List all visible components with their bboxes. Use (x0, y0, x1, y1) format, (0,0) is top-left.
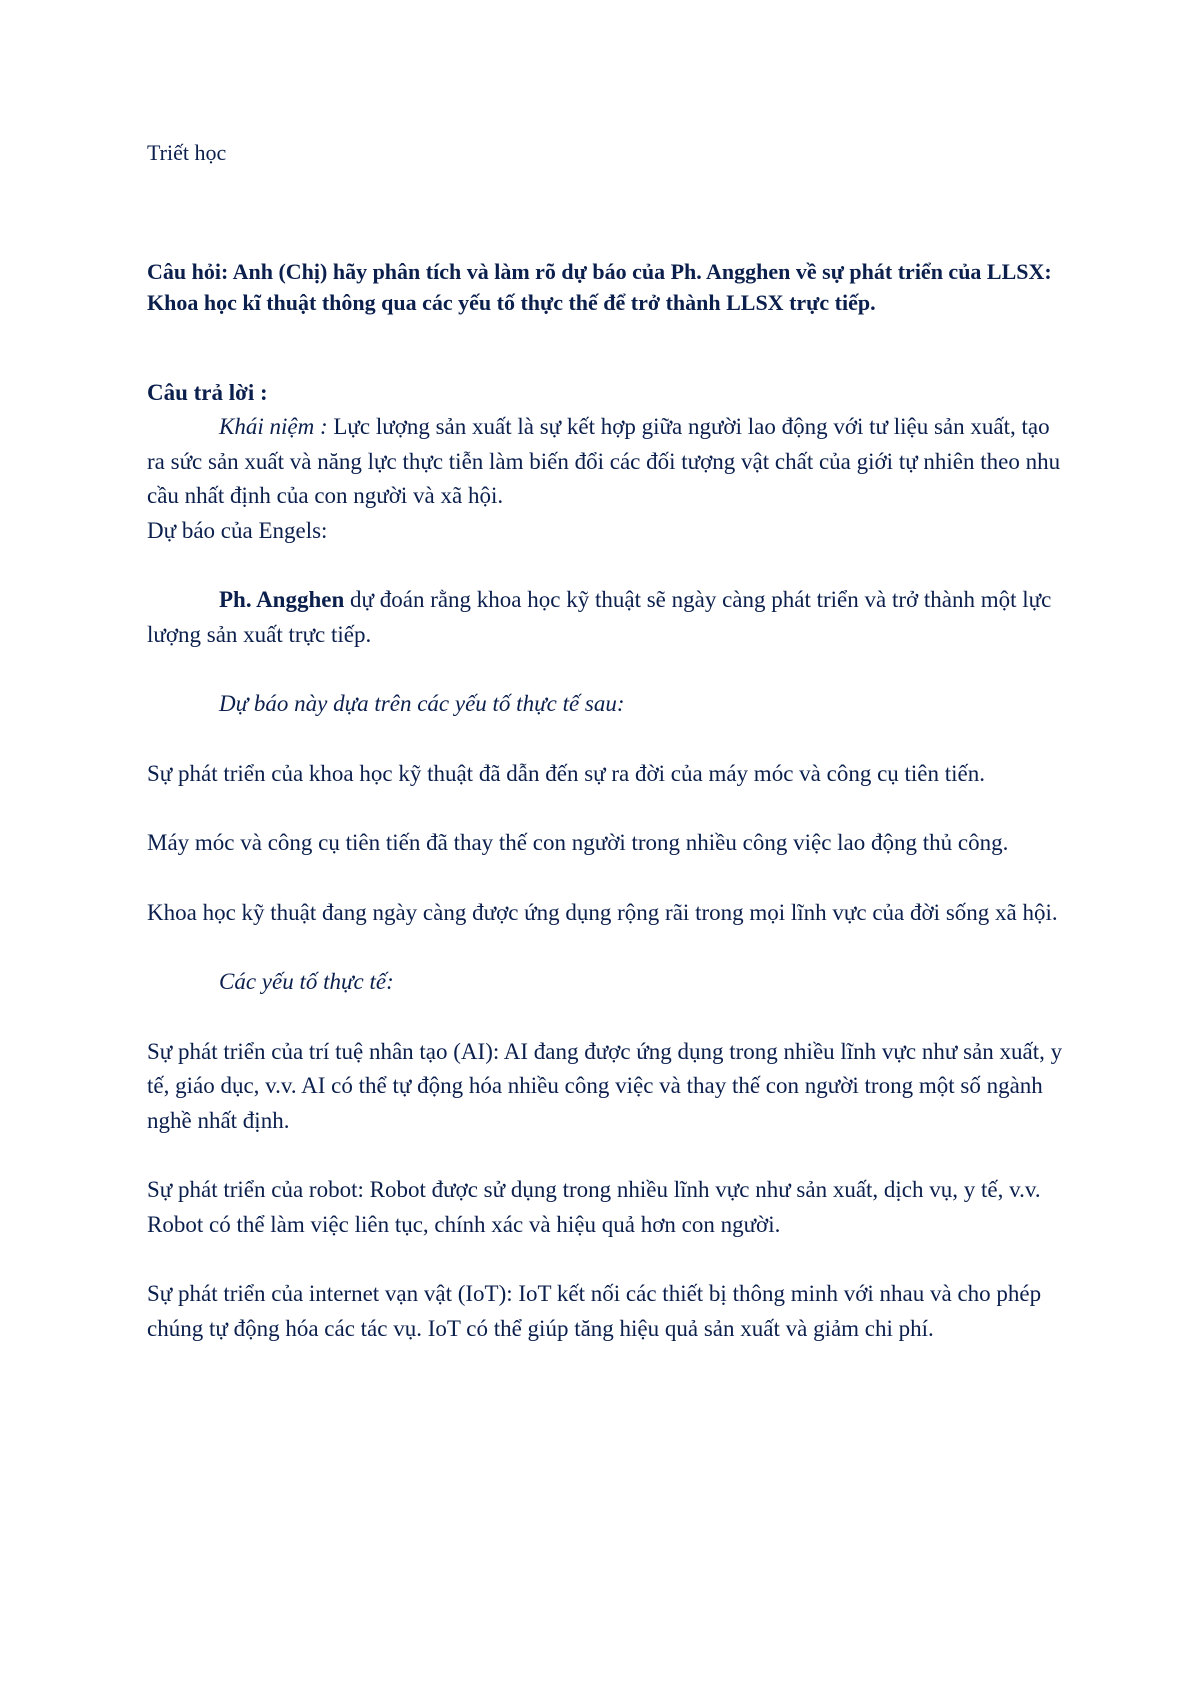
concept-label: Khái niệm : (219, 414, 328, 439)
engels-text: dự đoán rằng khoa học kỹ thuật sẽ ngày càng phát triển và trở thành một lực lượng sản xuất trực tiếp. (147, 587, 1052, 647)
answer-heading: Câu trả lời : (147, 380, 268, 405)
basis-item: Máy móc và công cụ tiên tiến đã thay thế con người trong nhiều công việc lao động thủ công. (147, 830, 1009, 855)
concept-text: Lực lượng sản xuất là sự kết hợp giữa người lao động với tư liệu sản xuất, tạo ra sức sản xuất và năng lực thực tiễn làm biến đổi các đối tượng vật chất của giới tự nhiên theo nhu cầu nhất định của con người và xã hội. (147, 414, 1061, 508)
basis-heading: Dự báo này dựa trên các yếu tố thực tế sau: (219, 691, 625, 716)
factor-item: Sự phát triển của trí tuệ nhân tạo (AI): AI đang được ứng dụng trong nhiều lĩnh vực như sản xuất, y tế, giáo dục, v.v. AI có thể tự động hóa nhiều công việc và thay thế con người trong một số ngành nghề nhất định. (147, 1038, 1063, 1133)
basis-item: Sự phát triển của khoa học kỹ thuật đã dẫn đến sự ra đời của máy móc và công cụ tiên tiến. (147, 760, 986, 786)
forecast-label: Dự báo của Engels: (147, 517, 328, 543)
basis-item: Khoa học kỹ thuật đang ngày càng được ứng dụng rộng rãi trong mọi lĩnh vực của đời sống xã hội. (147, 899, 1058, 925)
document-title: Triết học (147, 140, 227, 165)
factor-item: Sự phát triển của internet vạn vật (IoT): IoT kết nối các thiết bị thông minh với nhau và cho phép chúng tự động hóa các tác vụ. IoT có thể giúp tăng hiệu quả sản xuất và giảm chi phí. (147, 1281, 1042, 1341)
factors-heading: Các yếu tố thực tế: (219, 969, 394, 994)
engels-name: Ph. Angghen (219, 587, 345, 612)
engels-paragraph (147, 583, 1067, 652)
question-text: Câu hỏi: Anh (Chị) hãy phân tích và làm rõ dự báo của Ph. Angghen về sự phát triển của LLSX: Khoa học kĩ thuật thông qua các yếu tố thực thế để trở thành LLSX trực tiếp. (147, 259, 1052, 315)
document-body (147, 138, 1067, 1346)
concept-paragraph (147, 410, 1067, 514)
factor-item: Sự phát triển của robot: Robot được sử dụng trong nhiều lĩnh vực như sản xuất, dịch vụ, y tế, v.v. Robot có thể làm việc liên tục, chính xác và hiệu quả hơn con người. (147, 1177, 1041, 1237)
